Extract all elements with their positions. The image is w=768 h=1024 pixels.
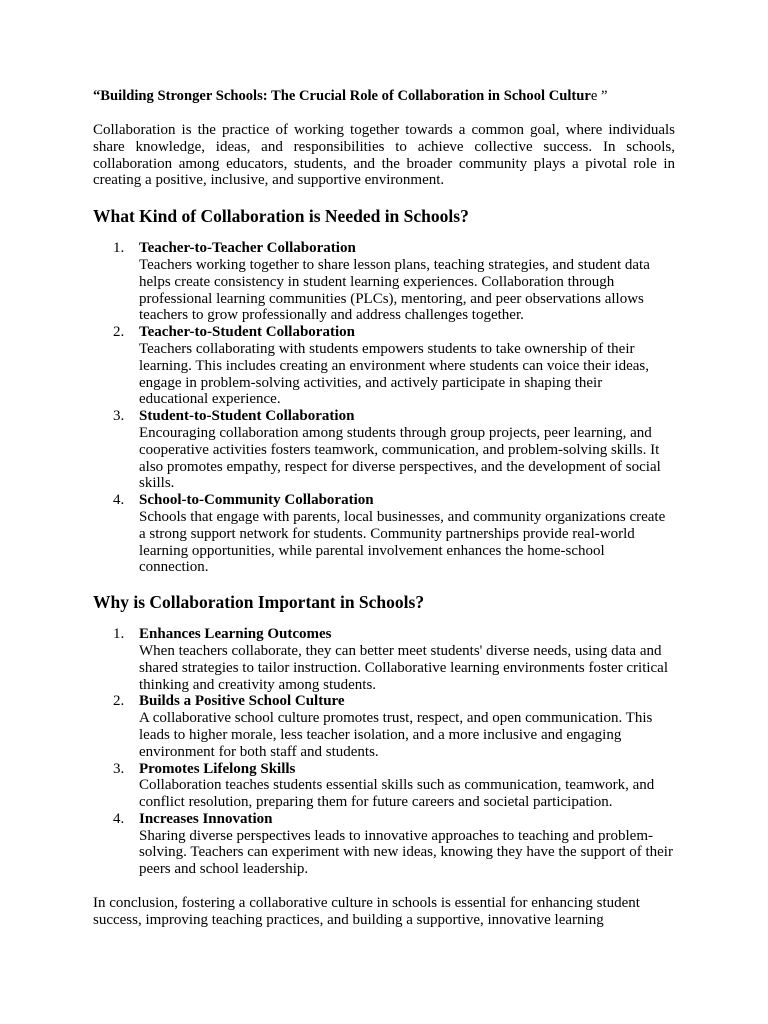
list-item-body: When teachers collaborate, they can better meet students' diverse needs, using data and shared strategies to tailor instruction. Collaborative learning environments foster critical thinking and creativity among students. [139, 642, 669, 693]
list-item-number: 2. [113, 693, 125, 710]
list-item-body: A collaborative school culture promotes trust, respect, and open communication. This leads to higher morale, less teacher isolation, and a more inclusive and engaging environment for both staff and students. [139, 710, 653, 760]
list-item-title: Teacher-to-Student Collaboration [139, 324, 355, 341]
list-item-title: Student-to-Student Collaboration [139, 408, 355, 425]
list-item [93, 693, 675, 760]
list-item-number: 3. [113, 760, 125, 777]
intro-paragraph: Collaboration is the practice of working together towards a common goal, where individuals share knowledge, ideas, and responsibilities to achieve collective success. In schools, collaboration among educators, students, and the broader community plays a pivotal role in creating a positive, inclusive, and supportive environment. [93, 122, 675, 189]
why-list [93, 626, 675, 878]
list-item-title: Teacher-to-Teacher Collaboration [139, 240, 356, 257]
list-item-number: 2. [113, 324, 125, 341]
list-item-body: Schools that engage with parents, local businesses, and community organizations create a strong support network for students. Community partnerships provide real-world learning opportunities, while parental involvement enhances the home-school connection. [139, 508, 666, 576]
list-item-number: 4. [113, 810, 125, 827]
conclusion-paragraph: In conclusion, fostering a collaborative culture in schools is essential for enhancing student success, improving teaching practices, and building a supportive, innovative learning [93, 895, 640, 928]
list-item [93, 240, 675, 324]
list-item-number: 4. [113, 492, 125, 509]
document-title-tail: e ” [590, 88, 608, 104]
list-item [93, 324, 675, 408]
list-item-title: School-to-Community Collaboration [139, 492, 374, 509]
list-item-title: Builds a Positive School Culture [139, 693, 345, 710]
list-item-body: Collaboration teaches students essential skills such as communication, teamwork, and conflict resolution, preparing them for future careers and societal participation. [139, 777, 655, 811]
list-item [93, 811, 675, 878]
list-item [93, 761, 675, 811]
kind-list [93, 240, 675, 576]
section-heading-why: Why is Collaboration Important in Schools? [93, 592, 425, 613]
list-item-body: Teachers collaborating with students empowers students to take ownership of their learning. This includes creating an environment where students can voice their ideas, engage in problem-solving activities, and actively participate in shaping their educational experience. [139, 340, 649, 408]
document-title [93, 86, 675, 106]
list-item-title: Enhances Learning Outcomes [139, 626, 332, 643]
document-title-main: “Building Stronger Schools: The Crucial Role of Collaboration in School Cultur [93, 88, 591, 104]
list-item-title: Increases Innovation [139, 810, 273, 827]
section-heading-kind: What Kind of Collaboration is Needed in Schools? [93, 206, 469, 227]
list-item [93, 626, 675, 693]
document-page [93, 86, 675, 929]
list-item-body: Sharing diverse perspectives leads to innovative approaches to teaching and problem-solving. Teachers can experiment with new ideas, knowing they have the support of their peers and school leadership. [139, 827, 673, 878]
list-item-number: 1. [113, 626, 125, 643]
list-item-body: Teachers working together to share lesson plans, teaching strategies, and student data helps create consistency in student learning experiences. Collaboration through professional learning communities (PLCs), mentoring, and peer observations allows teachers to grow professionally and address challenges together. [139, 256, 650, 324]
list-item [93, 408, 675, 492]
list-item [93, 492, 675, 576]
list-item-number: 1. [113, 240, 125, 257]
list-item-body: Encouraging collaboration among students through group projects, peer learning, and cooperative activities fosters teamwork, communication, and problem-solving skills. It also promotes empathy, respect for diverse perspectives, and the development of social skills. [139, 424, 661, 492]
list-item-number: 3. [113, 408, 125, 425]
list-item-title: Promotes Lifelong Skills [139, 760, 296, 777]
